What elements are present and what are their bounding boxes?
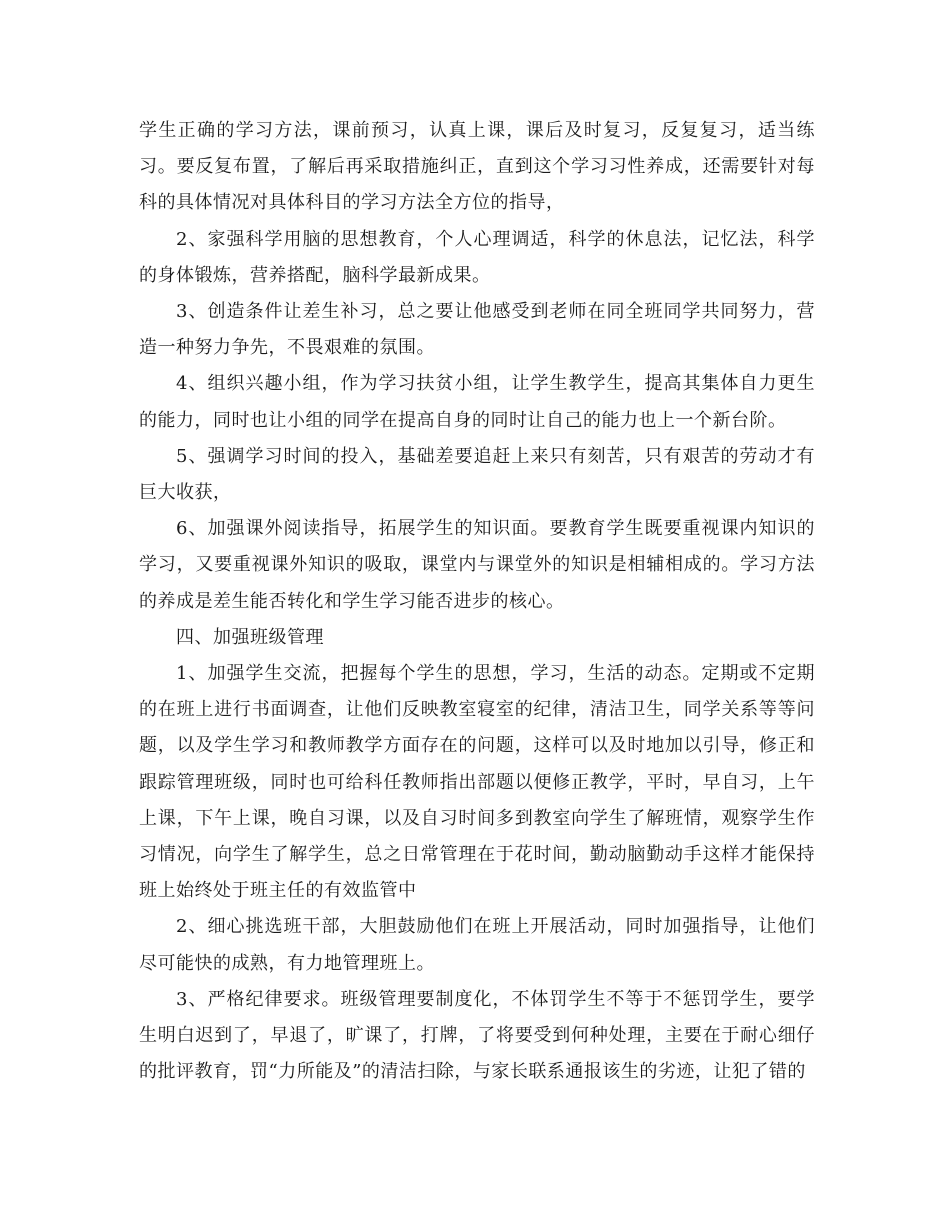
paragraph-item-6: 6、加强课外阅读指导，拓展学生的知识面。要教育学生既要重视课内知识的学习，又要重视课外知识的吸取，课堂内与课堂外的知识是相辅相成的。学习方法的养成是差生能否转化和学生学习能否进步的核心。 — [139, 518, 815, 612]
paragraph-management-1: 1、加强学生交流，把握每个学生的思想，学习，生活的动态。定期或不定期的在班上进行书面调查，让他们反映教室寝室的纪律，清洁卫生，同学关系等等问题，以及学生学习和教师教学方面存在的问题，这样可以及时地加以引导，修正和跟踪管理班级，同时也可给科任教师指出部题以便修正教学，平时，早自习，上午上课，下午上课，晚自习课，以及自习时间多到教室向学生了解班情，观察学生作习情况，向学生了解学生，总之日常管理在于花时间，勤动脑勤动手这样才能保持班上始终处于班主任的有效监管中 — [139, 663, 815, 902]
document-body — [139, 113, 815, 1090]
section-heading: 四、加强班级管理 — [176, 626, 324, 648]
paragraph-item-5: 5、强调学习时间的投入，基础差要追赶上来只有刻苦，只有艰苦的劳动才有巨大收获， — [139, 445, 815, 504]
paragraph-item-4: 4、组织兴趣小组，作为学习扶贫小组，让学生教学生，提高其集体自力更生的能力，同时也让小组的同学在提高自身的同时让自己的能力也上一个新台阶。 — [139, 373, 815, 431]
paragraph-management-2: 2、细心挑选班干部，大胆鼓励他们在班上开展活动，同时加强指导，让他们尽可能快的成熟，有力地管理班上。 — [139, 916, 815, 974]
paragraph-continuation: 学生正确的学习方法，课前预习，认真上课，课后及时复习，反复复习，适当练习。要反复布置，了解后再采取措施纠正，直到这个学习习性养成，还需要针对每科的具体情况对具体科目的学习方法全方位的指导， — [139, 120, 815, 214]
paragraph-management-3: 3、严格纪律要求。班级管理要制度化，不体罚学生不等于不惩罚学生，要学生明白迟到了，早退了，旷课了，打牌，了将要受到何种处理，主要在于耐心细仔的批评教育，罚“力所能及”的清洁扫除，与家长联系通报该生的劣迹，让犯了错的 — [139, 988, 815, 1083]
paragraph-item-2: 2、家强科学用脑的思想教育，个人心理调适，科学的休息法，记忆法，科学的身体锻炼，营养搭配，脑科学最新成果。 — [139, 228, 815, 286]
paragraph-item-3: 3、创造条件让差生补习，总之要让他感受到老师在同全班同学共同努力，营造一种努力争先，不畏艰难的氛围。 — [139, 301, 815, 359]
